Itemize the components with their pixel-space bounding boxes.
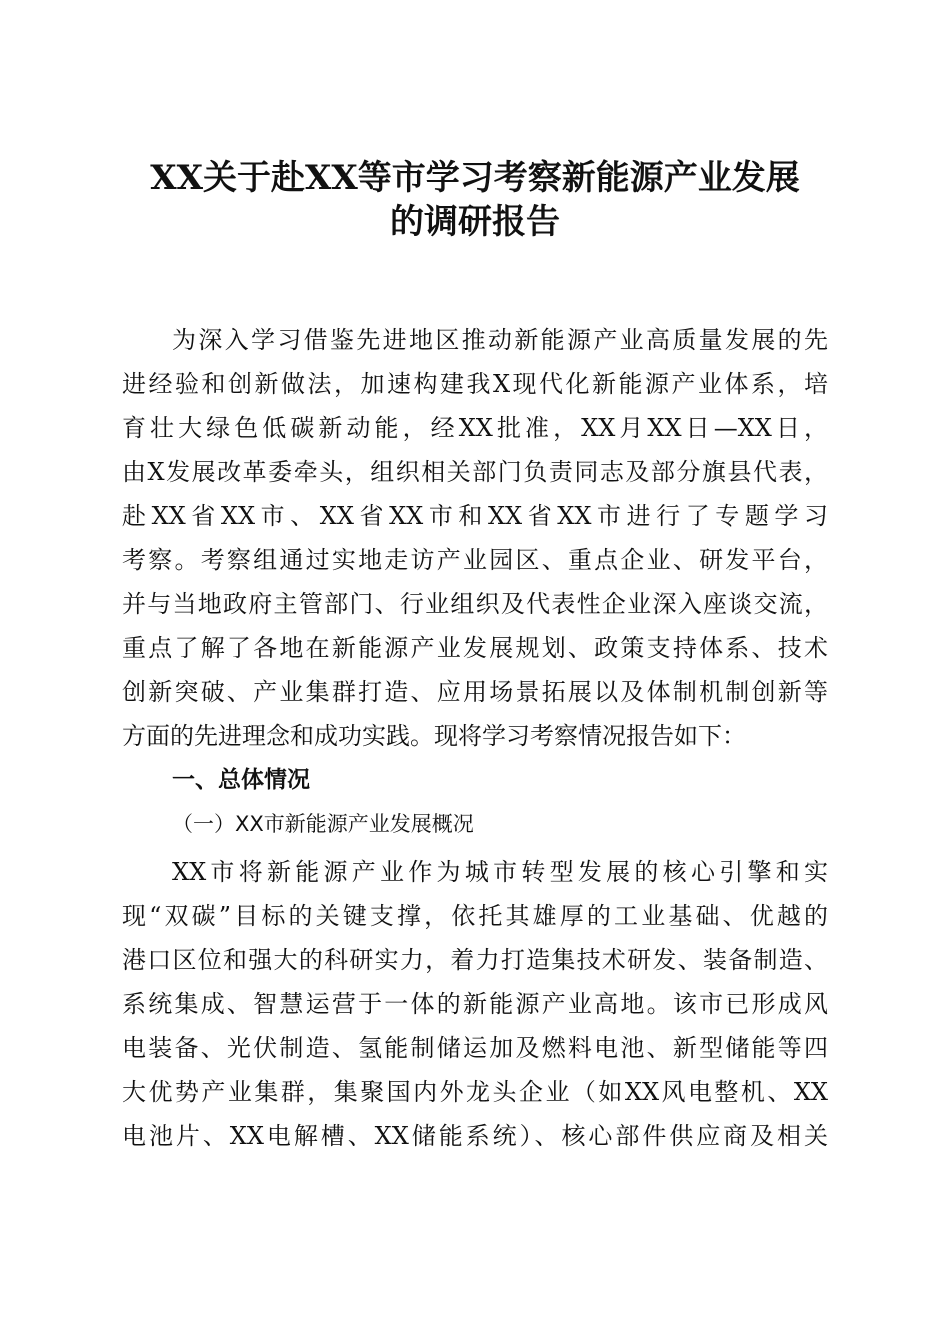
intro-line: 由X发展改革委牵头，组织相关部门负责同志及部分旗县代表，	[122, 458, 828, 486]
intro-line: 赴XX省XX市、XX省XX市和XX省XX市进行了专题学习	[122, 502, 828, 530]
body-line: 港口区位和强大的科研实力，着力打造集技术研发、装备制造、	[122, 946, 828, 974]
document-title-line-1: XX关于赴XX等市学习考察新能源产业发展	[150, 158, 800, 198]
section-heading: 一、总体情况	[172, 767, 310, 793]
intro-line: 考察。考察组通过实地走访产业园区、重点企业、研发平台，	[122, 546, 828, 574]
intro-line: 育壮大绿色低碳新动能，经XX批准，XX月XX日—XX日，	[122, 414, 828, 442]
intro-line: 进经验和创新做法，加速构建我X现代化新能源产业体系，培	[122, 370, 828, 398]
intro-line: 为深入学习借鉴先进地区推动新能源产业高质量发展的先	[172, 326, 828, 354]
body-line: XX市将新能源产业作为城市转型发展的核心引擎和实	[172, 858, 828, 886]
body-line: 大优势产业集群，集聚国内外龙头企业（如XX风电整机、XX	[122, 1078, 828, 1106]
intro-line: 创新突破、产业集群打造、应用场景拓展以及体制机制创新等	[122, 678, 828, 706]
intro-line: 重点了解了各地在新能源产业发展规划、政策支持体系、技术	[122, 634, 828, 662]
subsection-heading: （一）XX市新能源产业发展概况	[172, 812, 474, 836]
intro-line: 方面的先进理念和成功实践。现将学习考察情况报告如下：	[122, 722, 746, 750]
body-line: 系统集成、智慧运营于一体的新能源产业高地。该市已形成风	[122, 990, 828, 1018]
body-line: 电装备、光伏制造、氢能制储运加及燃料电池、新型储能等四	[122, 1034, 828, 1062]
body-line: 现“双碳”目标的关键支撑，依托其雄厚的工业基础、优越的	[122, 902, 828, 930]
body-line: 电池片、XX电解槽、XX储能系统）、核心部件供应商及相关	[122, 1122, 828, 1150]
intro-line: 并与当地政府主管部门、行业组织及代表性企业深入座谈交流，	[122, 590, 828, 618]
document-title-line-2: 的调研报告	[390, 202, 560, 242]
